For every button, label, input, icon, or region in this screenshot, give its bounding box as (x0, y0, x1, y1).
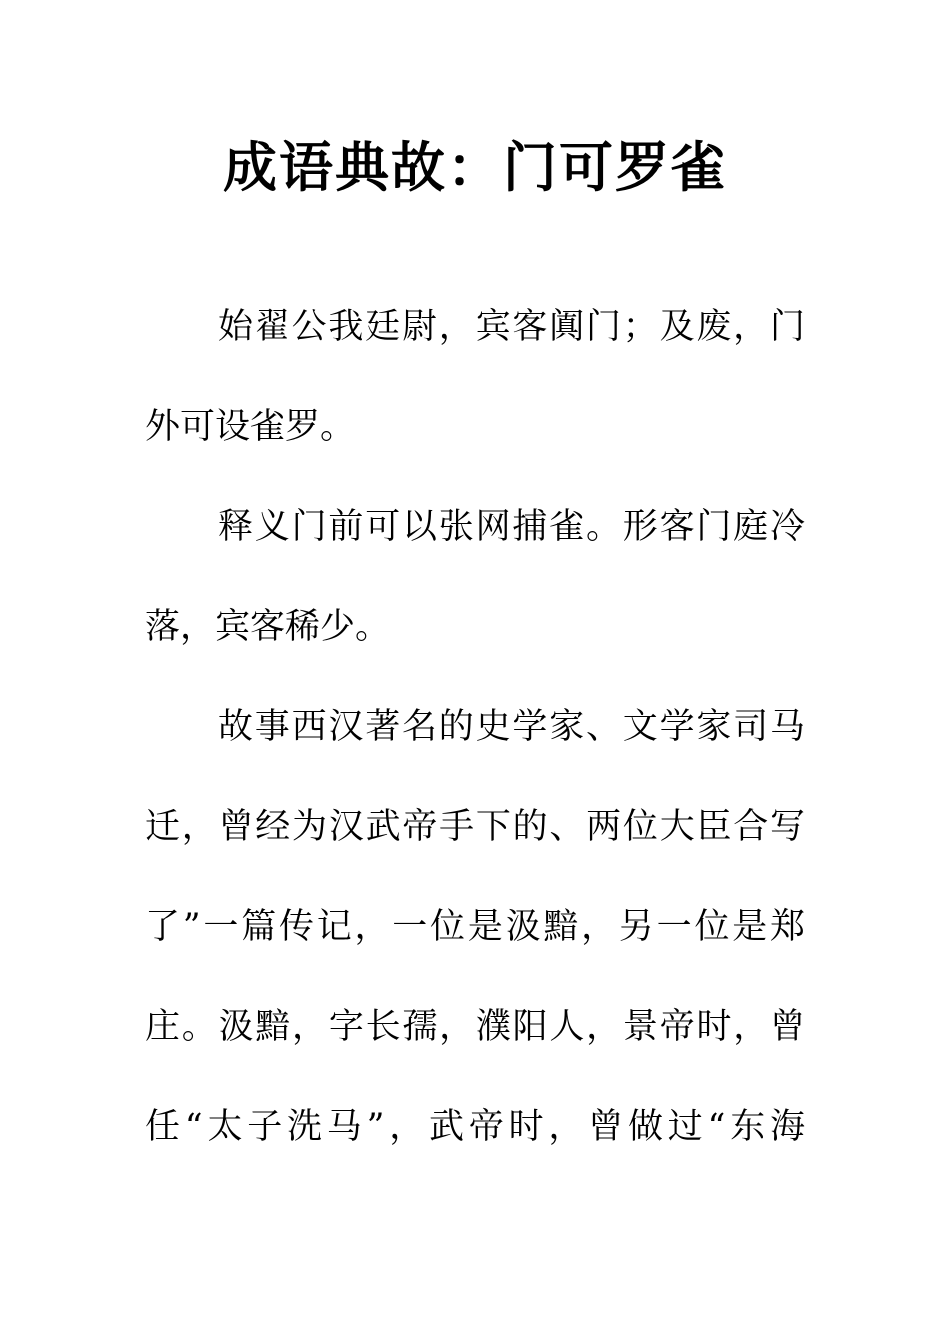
paragraph-3-line-2: 迁，曾经为汉武帝手下的、两位大臣合写 (145, 807, 805, 847)
paragraph-1-line-1: 始翟公我廷尉，宾客阗门；及废，门 (218, 307, 805, 347)
document-title: 成语典故：门可罗雀 (223, 136, 727, 199)
paragraph-1-line-2: 外可设雀罗。 (145, 407, 356, 447)
paragraph-2-line-2: 落，宾客稀少。 (145, 607, 391, 647)
paragraph-3-line-4: 庄。汲黯，字长孺，濮阳人，景帝时，曾 (145, 1007, 805, 1047)
paragraph-3-line-5: 任“太子洗马”，武帝时，曾做过“东海 (145, 1107, 805, 1147)
paragraph-2-line-1: 释义门前可以张网捕雀。形客门庭冷 (218, 507, 805, 547)
paragraph-3-line-1: 故事西汉著名的史学家、文学家司马 (218, 707, 805, 747)
document-body (145, 296, 805, 1196)
paragraph-3-line-3: 了”一篇传记，一位是汲黯，另一位是郑 (145, 907, 805, 947)
